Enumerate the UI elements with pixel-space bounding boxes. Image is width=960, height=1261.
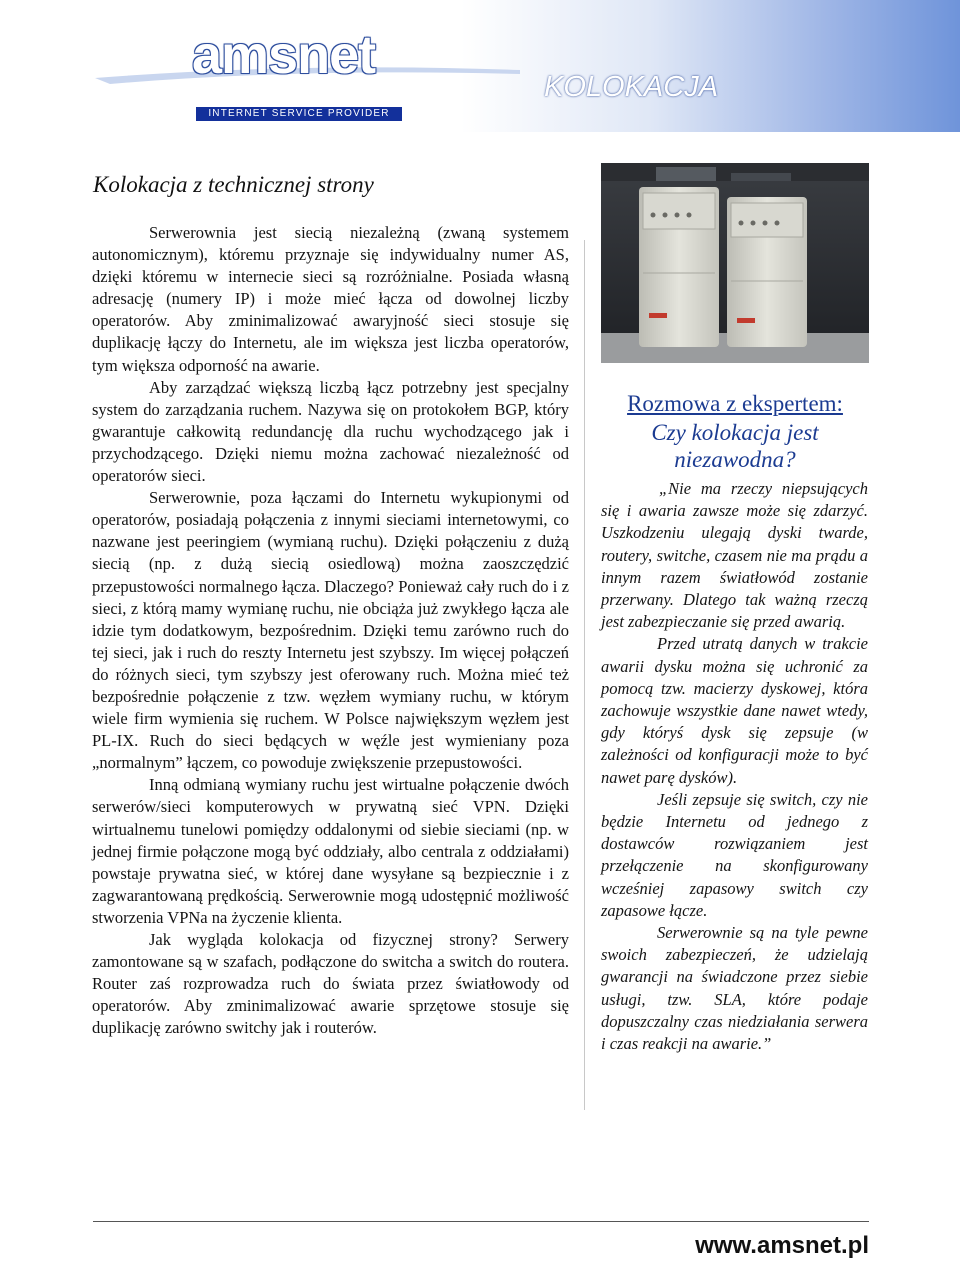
footer-website-url: www.amsnet.pl xyxy=(695,1232,869,1259)
quote-paragraph: Serwerownie są na tyle pewne swoich zabezpieczeń, że udzielają gwarancji na świadczone przez siebie usługi, tzw. SLA, które podaje dopuszczalny czas niedziałania serwera i czas reakcji na awarie.” xyxy=(601,923,868,1054)
logo-swoosh-graphic xyxy=(0,14,960,114)
ups-units-illustration xyxy=(601,163,869,363)
logo-wordmark: amsnet xyxy=(192,25,376,85)
quote-paragraph: Jeśli zepsuje się switch, czy nie będzie Internetu od jednego z dostawców rozwiązaniem jest przełączenie na skonfigurowany wcześniej zapasowy switch czy zapasowe łącze. xyxy=(601,789,868,920)
article-paragraph: Inną odmianą wymiany ruchu jest wirtualne połączenie dwóch serwerów/sieci komputerowych w prywatną sieć VPN. Dzięki wirtualnemu tunelowi pomiędzy oddalonymi od siebie sieciami (np. w jednej firmie połączone mogą być oddziały, albo centrala z oddziałami) powstaje prywatna sieć, w której dane wysyłane są bezpiecznie i z zagwarantowaną prędkością. Serwerownie mogą udostępnić możliwość stworzenia VPNa na życzenie klienta. xyxy=(92,775,569,927)
column-divider xyxy=(584,240,585,1110)
article-body xyxy=(92,222,569,1039)
server-rack-photo xyxy=(601,163,869,363)
page-title: KOLOKACJA xyxy=(544,71,719,103)
article-paragraph: Jak wygląda kolokacja od fizycznej strony? Serwery zamontowane są w szafach, podłączone do switcha a switch do routera. Router zaś rozprowadza ruch do świata przez światłowody od operatorów. Aby zminimalizować awarie sprzętowe stosuje się duplikację zarówno switchy jak i routerów. xyxy=(92,930,569,1038)
article-paragraph: Serwerownia jest siecią niezależną (zwaną systemem autonomicznym), któremu przyznaje się indywidualny numer AS, dzięki któremu w internecie sieci są rozróżnialne. Posiada własną adresację (numery IP) i może mieć łącza od dowolnej liczby operatorów. Aby zminimalizować awaryjność sieci stosuje się duplikację łączy do Internetu, ale im większa jest liczba operatorów, tym większa odporność na awarie. xyxy=(92,223,569,375)
sidebar-title: Rozmowa z ekspertem: xyxy=(627,391,843,416)
expert-quote xyxy=(601,478,868,1055)
footer-divider xyxy=(93,1221,869,1222)
article-heading: Kolokacja z technicznej strony xyxy=(93,172,374,197)
quote-paragraph: „Nie ma rzeczy niepsujących się i awaria zawsze może się zdarzyć. Uszkodzeniu ulegają dyski twarde, routery, switche, czasem nie ma prądu a innym razem światłowód zostanie przerwany. Dlatego tak ważną rzeczą jest zabezpieczanie się przed awarią. xyxy=(601,479,868,632)
logo-tagline: INTERNET SERVICE PROVIDER xyxy=(196,107,402,121)
article-paragraph: Aby zarządzać większą liczbą łącz potrzebny jest specjalny system do zarządzania ruchem. Nazywa się on protokołem BGP, który gwarantuje całkowitą redundancję dla ruchu wychodzącego jak i przychodzącego. Dzięki niemu można zachować niezależność od operatorów sieci. xyxy=(92,377,569,486)
quote-paragraph: Przed utratą danych w trakcie awarii dysku można się uchronić za pomocą tzw. macierzy dyskowej, która zachowuje wszystkie dane nawet wtedy, gdy któryś dysk się zepsuje (w zależności od konfiguracji może to być nawet parę dysków). xyxy=(601,634,868,787)
article-paragraph: Serwerownie, poza łączami do Internetu wykupionymi od operatorów, posiadają połączenia z innymi sieciami internetowymi, co nazwane jest peeringiem (wymianą ruchu). Dzięki połączeniu z dużą siecią (np. z dużą siecią osiedlową) można zaoszczędzić przepustowości normalnego łącza. Dlaczego? Ponieważ cały ruch do i z sieci, z którą mamy wymianę ruchu, nie obciąża już zwykłego łącza ale idzie tym dodatkowym, bezpośrednim. Dzięki temu zarówno ruch do tej sieci, jak i ruch do reszty Internetu jest szybszy. Im więcej połączeń do różnych sieci, tym szybszy jest oferowany ruch. Można mieć też bezpośrednie połączenie z tzw. węzłem wymiany ruchu, w którym wiele firm wymienia się ruchem. W Polsce największym węzłem jest PL-IX. Ruch do sieci będących w węźle jest wymieniany poza „normalnym” łączem, co powoduje zwiększenie przepustowości. xyxy=(92,488,569,773)
sidebar-subtitle: Czy kolokacja jest niezawodna? xyxy=(651,420,819,472)
company-logo xyxy=(0,14,960,119)
